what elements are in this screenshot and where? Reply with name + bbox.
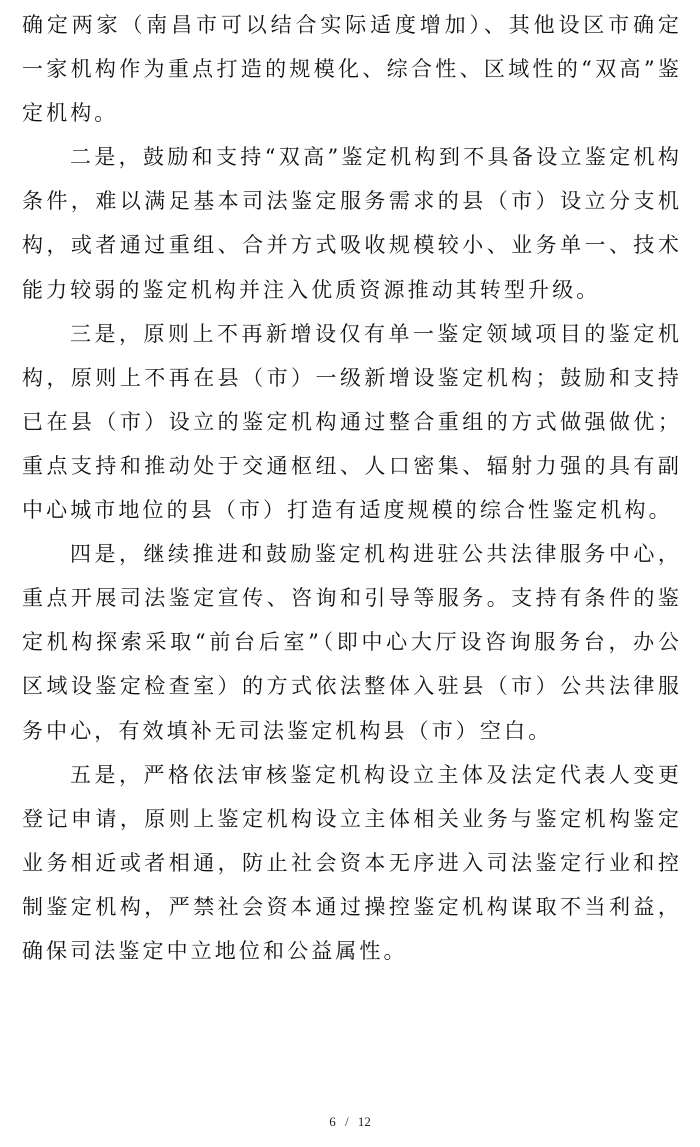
document-page [22, 3, 682, 973]
current-page-number: 6 [329, 1114, 336, 1129]
paragraph-item-3: 三是，原则上不再新增设仅有单一鉴定领域项目的鉴定机构，原则上不再在县（市）一级新增设鉴定机构；鼓励和支持已在县（市）设立的鉴定机构通过整合重组的方式做强做优；重点支持和推动处于交通枢纽、人口密集、辐射力强的具有副中心城市地位的县（市）打造有适度规模的综合性鉴定机构。 [22, 321, 682, 523]
page-separator: / [344, 1114, 349, 1129]
page-number-footer [0, 1114, 700, 1130]
paragraph-item-2: 二是，鼓励和支持“双高”鉴定机构到不具备设立鉴定机构条件，难以满足基本司法鉴定服务需求的县（市）设立分支机构，或者通过重组、合并方式吸收规模较小、业务单一、技术能力较弱的鉴定机构并注入优质资源推动其转型升级。 [22, 145, 682, 302]
total-pages: 12 [357, 1114, 371, 1129]
paragraph-item-5: 五是，严格依法审核鉴定机构设立主体及法定代表人变更登记申请，原则上鉴定机构设立主体相关业务与鉴定机构鉴定业务相近或者相通，防止社会资本无序进入司法鉴定行业和控制鉴定机构，严禁社会资本通过操控鉴定机构谋取不当利益，确保司法鉴定中立地位和公益属性。 [22, 762, 682, 963]
paragraph-item-4: 四是，继续推进和鼓励鉴定机构进驻公共法律服务中心，重点开展司法鉴定宣传、咨询和引导等服务。支持有条件的鉴定机构探索采取“前台后室”（即中心大厅设咨询服务台，办公区域设鉴定检查室）的方式依法整体入驻县（市）公共法律服务中心，有效填补无司法鉴定机构县（市）空白。 [22, 542, 682, 743]
paragraph-continuation: 确定两家（南昌市可以结合实际适度增加）、其他设区市确定一家机构作为重点打造的规模化、综合性、区域性的“双高”鉴定机构。 [22, 13, 682, 126]
